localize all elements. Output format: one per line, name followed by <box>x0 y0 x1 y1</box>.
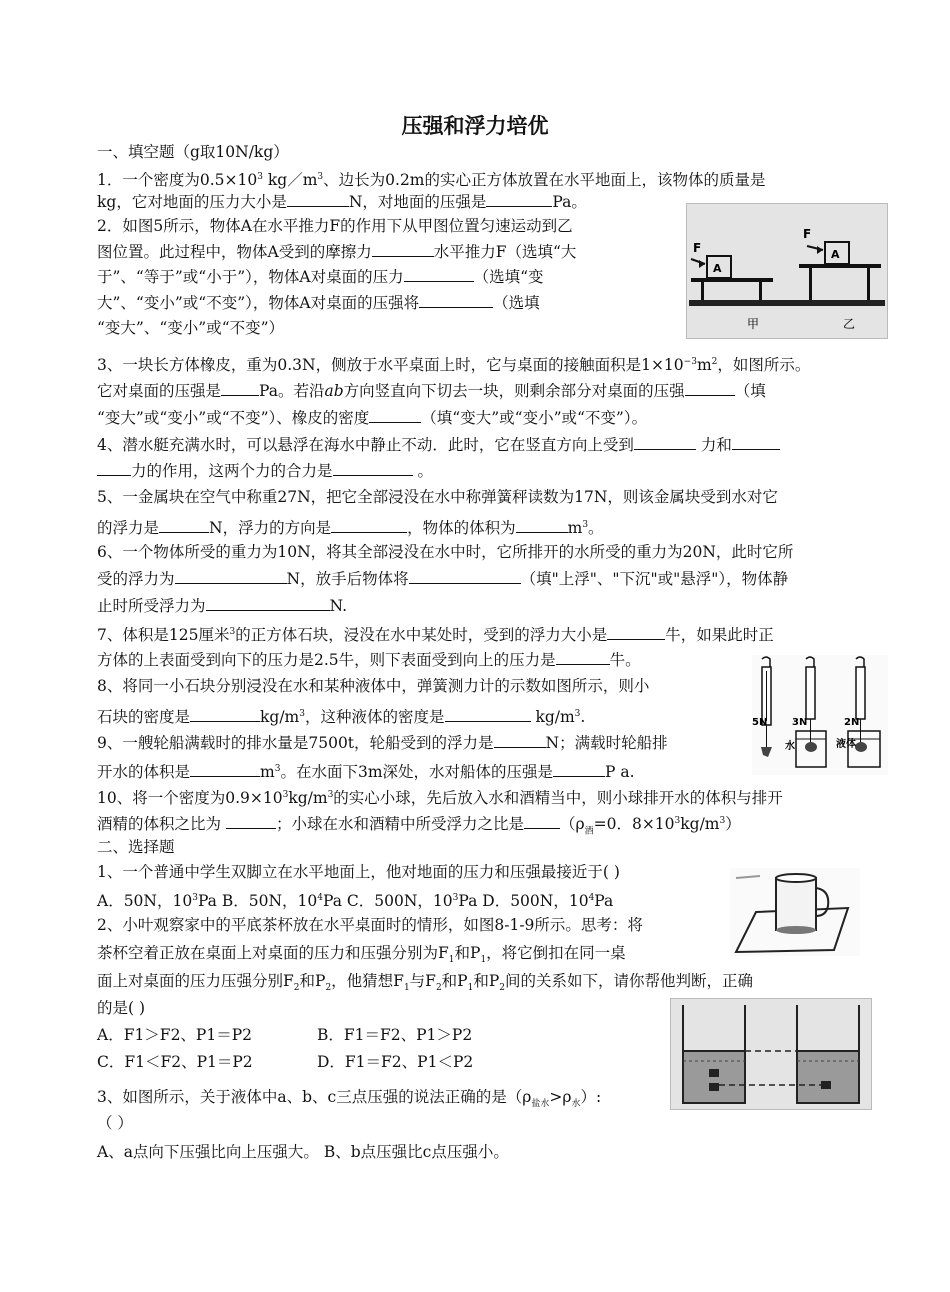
question-8-line-2: 石块的密度是 $kg/m^3$，这种液体的密度是 $kg/m^3$. <box>97 703 585 728</box>
question-3-line-3: “变大”或“变小”或“不变”）、橡皮的密度 （填“变大”或“变小”或“不变”）。 <box>97 406 647 429</box>
fig5-caption-jia: 甲 <box>747 317 760 331</box>
page-title: 压强和浮力培优 <box>401 114 549 138</box>
question-5-line-2: 的浮力是 N，浮力的方向是 ，物体的体积为 $m^3$。 <box>97 514 604 539</box>
question-9-line-1: 9、一艘轮船满载时的排水量是7500t，轮船受到的浮力是 N；满载时轮船排 <box>97 731 668 754</box>
fig5-block-label-right: A <box>831 248 840 261</box>
answer-blank[interactable] <box>634 433 696 450</box>
beaker-label-liquid: 液体 <box>836 739 856 750</box>
beaker-label-water: 水 <box>785 741 795 752</box>
answer-blank[interactable] <box>516 516 568 533</box>
answer-blank[interactable] <box>404 265 474 282</box>
question-3-line-1: 3、一块长方体橡皮，重为0.3N，侧放于水平桌面上时，它与桌面的接触面积是$1\times 10^{-3}m^2$，如图所示。 <box>97 356 811 375</box>
question-2-line-3: 于”、“等于”或“小于”），物体A对桌面的压力 （选填“变 <box>97 265 544 288</box>
answer-blank[interactable] <box>159 516 209 533</box>
answer-blank[interactable] <box>494 731 546 748</box>
choice-3-stem: 3、如图所示，关于液体中a、b、c三点压强的说法正确的是$(\rho_{盐水}>\rho_水)$: <box>97 1088 602 1110</box>
question-2-line-4: 大”、“变小”或“不变”），物体A对桌面的压强将 （选填 <box>97 291 540 314</box>
spring-reading-liquid: 2N <box>844 717 860 728</box>
spring-reading-water: 3N <box>792 717 808 728</box>
question-1-line-1: 1．一个密度为$0.5\times 10^3$ $kg/m^3$、边长为0.2m的实心正方体放置在水平地面上，该物体的质量是 <box>97 171 766 190</box>
question-2-line-5: “变大”、“变小”或“不变”） <box>97 319 285 337</box>
section-fill-in: 一、填空题（g取10N/kg） <box>97 143 289 161</box>
question-2-line-2: 图位置。此过程中，物体A受到的摩擦力 水平推力F（选填“大 <box>97 240 576 263</box>
answer-blank[interactable] <box>175 567 287 584</box>
choice-2-line-2: 茶杯空着正放在桌面上对桌面的压力和压强分别为$F_1$和$P_1$，将它倒扣在同一桌 <box>97 944 626 966</box>
question-7-line-1: 7、体积是125厘米$^3$的正方体石块，浸没在水中某处时，受到的浮力大小是 牛，如果此时正 <box>97 621 774 646</box>
answer-blank[interactable] <box>333 459 413 476</box>
figure-beakers-liquid <box>670 998 872 1110</box>
question-1-line-2: kg，它对地面的压力大小是 N，对地面的压强是 Pa。 <box>97 190 587 213</box>
section-choice: 二、选择题 <box>97 838 175 856</box>
answer-blank[interactable] <box>486 190 552 207</box>
choice-2-line-1: 2、小叶观察家中的平底茶杯放在水平桌面时的情形，如图8-1-9所示。思考：将 <box>97 916 643 934</box>
answer-blank[interactable] <box>524 812 560 829</box>
question-6-line-1: 6、一个物体所受的重力为10N，将其全部浸没在水中时，它所排开的水所受的重力为20N，此时它所 <box>97 543 794 561</box>
answer-blank[interactable] <box>419 291 493 308</box>
choice-3-options: A、a点向下压强比向上压强大。 B、b点压强比c点压强小。 <box>97 1143 509 1161</box>
fig5-block-label-left: A <box>713 262 722 275</box>
question-6-line-3: 止时所受浮力为 N. <box>97 594 347 617</box>
question-3-line-2: 它对桌面的压强是 Pa。若沿ab方向竖直向下切去一块，则剩余部分对桌面的压强 （填 <box>97 379 766 402</box>
question-5-line-1: 5、一金属块在空气中称重27N，把它全部浸没在水中称弹簧秤读数为17N，则该金属块受到水对它 <box>97 488 778 506</box>
choice-2-option-b: B．F1＝F2、P1＞P2 <box>317 1026 473 1044</box>
choice-2-option-d: D．F1＝F2、P1＜P2 <box>317 1053 474 1071</box>
answer-blank[interactable] <box>685 379 735 396</box>
figure-spring-scales <box>752 655 888 775</box>
choice-1-stem: 1、一个普通中学生双脚立在水平地面上，他对地面的压力和压强最接近于( ) <box>97 863 620 881</box>
figure-cup-on-table <box>730 868 860 956</box>
figure-5-pushing-block <box>686 203 888 339</box>
answer-blank[interactable] <box>607 623 665 640</box>
choice-2-option-c: C．F1＜F2、P1＝P2 <box>97 1053 253 1071</box>
choice-2-option-a: A．F1＞F2、P1＝P2 <box>97 1026 253 1044</box>
question-4-line-2: 力的作用，这两个力的合力是 。 <box>97 459 433 482</box>
answer-blank[interactable] <box>553 760 605 777</box>
question-10-line-2: 酒精的体积之比为 ；小球在水和酒精中所受浮力之比是 （$\rho_酒=0$．$8\times 10^3kg/m^3$） <box>97 810 741 842</box>
answer-blank[interactable] <box>445 705 531 722</box>
answer-blank[interactable] <box>372 240 434 257</box>
answer-blank[interactable] <box>97 459 131 476</box>
answer-blank[interactable] <box>287 190 349 207</box>
choice-2-line-3: 面上对桌面的压力压强分别$F_2$和$P_2$，他猜想$F_1$与$F_2$和$P_1$和$P_2$间的关系如下，请你帮他判断，正确 <box>97 972 754 994</box>
choice-3-bracket: （ ） <box>97 1114 133 1132</box>
answer-blank[interactable] <box>226 812 276 829</box>
choice-1-options: A．50N，$10^3Pa$ B．50N，$10^4Pa$ C．500N，$10^3Pa$ D．500N，$10^4Pa$ <box>97 892 614 911</box>
answer-blank[interactable] <box>732 433 780 450</box>
fig5-force-label-right: F <box>803 227 812 241</box>
question-10-line-1: 10、将一个密度为$0.9\times 10^3kg/m^3$的实心小球，先后放入水和酒精当中，则小球排开水的体积与排开 <box>97 789 783 808</box>
answer-blank[interactable] <box>206 594 330 611</box>
question-7-line-2: 方体的上表面受到向下的压力是2.5牛，则下表面受到向上的压力是 牛。 <box>97 648 641 671</box>
fig5-force-label-left: F <box>693 241 702 255</box>
answer-blank[interactable] <box>369 406 421 423</box>
question-8-line-1: 8、将同一小石块分别浸没在水和某种液体中，弹簧测力计的示数如图所示，则小 <box>97 677 650 695</box>
answer-blank[interactable] <box>190 760 260 777</box>
answer-blank[interactable] <box>409 567 521 584</box>
spring-reading-air: 5N <box>752 717 768 728</box>
answer-blank[interactable] <box>190 705 260 722</box>
choice-2-line-4: 的是( ) <box>97 999 146 1017</box>
fig5-caption-yi: 乙 <box>843 317 856 331</box>
answer-blank[interactable] <box>221 379 259 396</box>
question-9-line-2: 开水的体积是 $m^3$。在水面下3m深处，水对船体的压强是 P a. <box>97 758 635 783</box>
question-2-line-1: 2．如图5所示，物体A在水平推力F的作用下从甲图位置匀速运动到乙 <box>97 217 573 235</box>
question-6-line-2: 受的浮力为 N，放手后物体将 （填"上浮"、"下沉"或"悬浮"），物体静 <box>97 567 788 590</box>
question-4-line-1: 4、潜水艇充满水时，可以悬浮在海水中静止不动．此时，它在竖直方向上受到 力和 <box>97 433 780 456</box>
answer-blank[interactable] <box>331 516 407 533</box>
answer-blank[interactable] <box>556 648 610 665</box>
